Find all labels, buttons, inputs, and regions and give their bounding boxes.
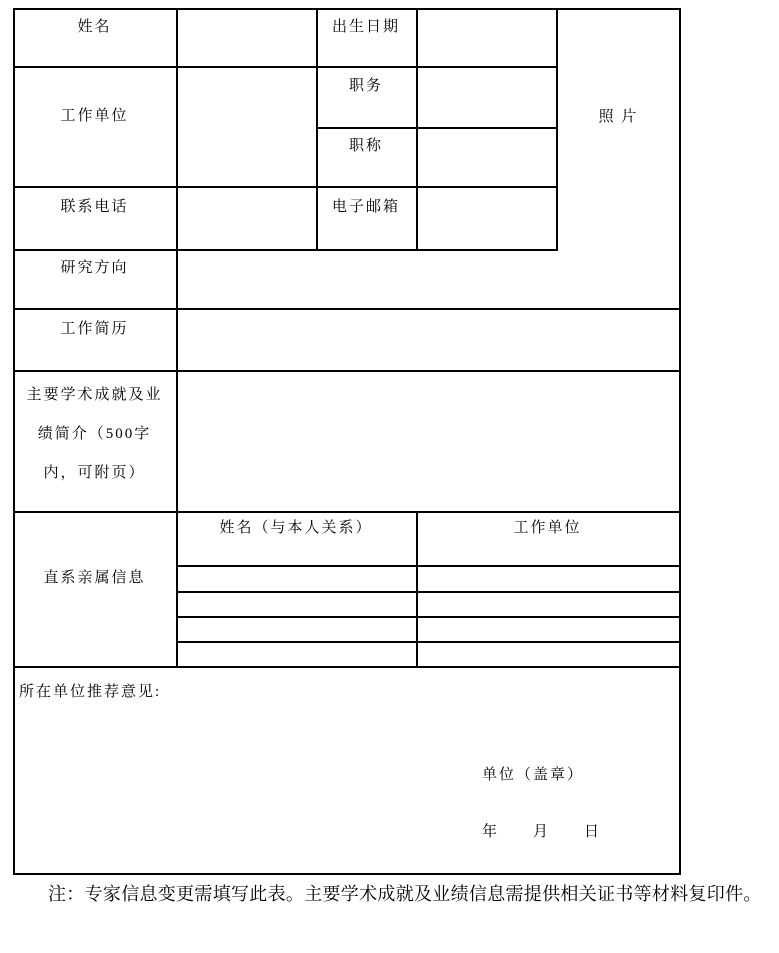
research-label-cell: [13, 249, 176, 308]
photo-label: 照 片: [598, 108, 639, 125]
phone-input-cell[interactable]: [178, 188, 316, 249]
position-input-cell[interactable]: [418, 68, 556, 127]
work-unit-input-cell[interactable]: [178, 68, 316, 186]
grid-line-bottom-border: [13, 873, 681, 875]
grid-line-right-border: [679, 8, 681, 875]
resume-label: 工作简历: [60, 320, 129, 337]
achievements-label-line1: 主要学术成就及业: [26, 387, 163, 403]
date-line-label: 年 月 日: [482, 824, 602, 840]
birth-date-label: 出生日期: [331, 18, 400, 35]
job-title-input-cell[interactable]: [418, 129, 556, 186]
family-name-header-cell: [176, 511, 416, 565]
family-row4-name-cell[interactable]: [178, 643, 416, 666]
family-unit-header: 工作单位: [513, 519, 582, 536]
resume-input-cell[interactable]: [178, 310, 679, 370]
family-name-header: 姓名（与本人关系）: [219, 519, 373, 536]
family-row2-name-cell[interactable]: [178, 593, 416, 616]
name-label-cell: [13, 8, 176, 66]
research-label: 研究方向: [60, 260, 129, 276]
email-input-cell[interactable]: [418, 188, 556, 249]
recommendation-label: 所在单位推荐意见:: [19, 684, 162, 700]
achievements-input-cell[interactable]: [178, 372, 679, 511]
name-input-cell[interactable]: [178, 10, 316, 66]
footnote: 注：专家信息变更需填写此表。主要学术成就及业绩信息需提供相关证书等材料复印件。: [48, 884, 762, 904]
achievements-label-line3: 内，可附页）: [43, 465, 146, 481]
achievements-label-line2: 绩简介（500字: [37, 426, 152, 442]
phone-label-cell: [13, 186, 176, 249]
email-label: 电子邮箱: [331, 199, 400, 215]
birth-date-label-cell: [316, 8, 416, 66]
job-title-label: 职称: [348, 138, 383, 154]
family-row2-unit-cell[interactable]: [418, 593, 679, 616]
family-row3-unit-cell[interactable]: [418, 618, 679, 641]
unit-seal-label: 单位（盖章）: [482, 767, 585, 783]
phone-label: 联系电话: [60, 199, 129, 215]
research-input-cell[interactable]: [178, 251, 679, 308]
family-row4-unit-cell[interactable]: [418, 643, 679, 666]
family-section-label-cell: [13, 511, 176, 666]
name-label: 姓名: [77, 18, 112, 35]
family-unit-header-cell: [416, 511, 679, 565]
work-unit-label-cell: [13, 66, 176, 186]
family-row1-unit-cell[interactable]: [418, 567, 679, 591]
photo-cell[interactable]: [558, 8, 679, 250]
position-label-cell: [316, 66, 416, 127]
birth-date-input-cell[interactable]: [418, 10, 556, 66]
family-row3-name-cell[interactable]: [178, 618, 416, 641]
resume-label-cell: [13, 308, 176, 370]
job-title-label-cell: [316, 127, 416, 186]
family-row1-name-cell[interactable]: [178, 567, 416, 591]
position-label: 职务: [348, 78, 383, 94]
email-label-cell: [316, 186, 416, 249]
work-unit-label: 工作单位: [60, 107, 129, 124]
achievements-label-cell: [13, 370, 176, 511]
family-section-label: 直系亲属信息: [43, 570, 146, 586]
